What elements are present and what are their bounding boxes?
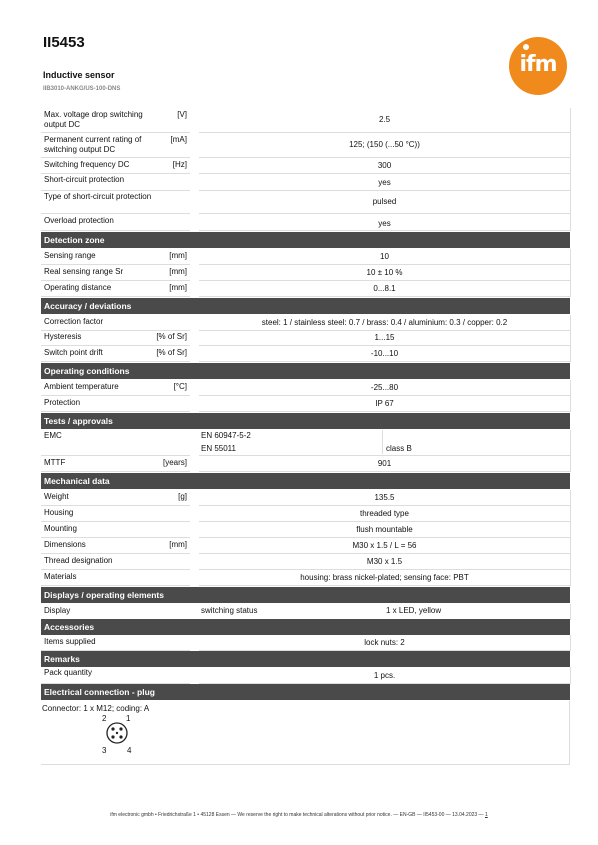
footer-text: ifm electronic gmbh • Friedrichstraße 1 • 45128 Essen — We reserve the right to make technical alterations without prior notice. — EN-GB — II5453-00 — 13.04.2023 — [110,812,484,818]
row-label: Housing [44,508,74,517]
display-function: switching status [201,606,258,615]
section-mechanical-data [41,473,570,489]
row-value: housing: brass nickel-plated; sensing face: PBT [300,573,469,582]
row-label: Items supplied [44,637,96,646]
emc-standard-2: EN 55011 [201,444,236,453]
row-value: 0...8.1 [373,284,396,293]
pin-2-label: 2 [102,714,107,723]
row-unit: [mA] [170,135,187,144]
row-mttf [41,456,570,471]
row-protection [41,396,570,411]
row-unit: [V] [177,110,187,119]
row-overload [41,214,570,230]
section-title: Detection zone [44,235,105,245]
row-label: Max. voltage drop switching output DC [44,110,143,129]
row-unit: [Hz] [172,160,187,169]
row-emc [41,430,570,455]
m12-pinout-diagram [105,721,129,745]
row-label: Short-circuit protection [44,175,125,184]
pin-4-label: 4 [127,746,132,755]
row-label: Materials [44,572,77,581]
row-items-supplied [41,635,570,650]
section-title: Mechanical data [44,476,110,486]
row-switch-point-drift [41,346,570,361]
row-value: 1...15 [374,333,395,342]
section-detection-zone [41,232,570,248]
row-mounting [41,522,570,537]
row-unit: [mm] [169,267,187,276]
row-value: 135.5 [374,493,395,502]
emc-class: class B [386,444,412,453]
row-unit: [% of Sr] [156,348,187,357]
pin-1-label: 1 [126,714,131,723]
row-label: Dimensions [44,540,86,549]
row-label: Switching frequency DC [44,160,130,169]
row-value: 10 [380,252,389,261]
row-value: M30 x 1.5 [366,557,403,566]
row-label: Display [44,606,71,615]
row-unit: [mm] [169,283,187,292]
ifm-logo [509,37,567,95]
row-label: MTTF [44,458,66,467]
article-number: IIB3010-ANKG/US-100-DNS [43,86,121,92]
row-value: 10 ± 10 % [366,268,403,277]
row-value: lock nuts: 2 [364,638,405,647]
row-label: Real sensing range Sr [44,267,124,276]
row-switching-frequency [41,158,570,173]
row-short-circuit [41,174,570,190]
row-pack-quantity [41,667,570,683]
row-label: Operating distance [44,283,112,292]
row-unit: [mm] [169,540,187,549]
section-remarks [41,651,570,667]
display-type: 1 x LED, yellow [386,606,442,615]
logo-dot [523,44,529,50]
row-materials [41,570,570,585]
row-value: yes [378,178,391,187]
row-label: Hysteresis [44,332,82,341]
section-title: Displays / operating elements [44,590,164,600]
row-unit: [°C] [173,382,187,391]
row-unit: [g] [178,492,187,501]
section-displays [41,587,570,603]
row-value: -10...10 [370,349,399,358]
datasheet-table [41,108,570,764]
section-title: Accuracy / deviations [44,301,132,311]
row-value: 300 [377,161,392,170]
row-unit: [% of Sr] [156,332,187,341]
row-value: -25...80 [370,383,399,392]
row-correction-factor [41,315,570,330]
row-value: threaded type [360,509,409,518]
row-value: IP 67 [375,399,394,408]
row-hysteresis [41,330,570,345]
section-electrical-connection [41,684,570,700]
row-value: 125; (150 (...50 °C)) [349,140,420,149]
row-label: Correction factor [44,317,104,326]
row-value: flush mountable [356,525,413,534]
row-label: Permanent current rating of switching output DC [44,135,142,154]
row-value: 2.5 [378,115,391,124]
connector-description: Connector: 1 x M12; coding: A [42,704,150,713]
row-label: Protection [44,398,81,407]
row-value: pulsed [372,197,397,206]
row-operating-distance [41,281,570,296]
row-thread-designation [41,554,570,569]
row-value: M30 x 1.5 / L = 56 [352,541,417,550]
product-code: II5453 [43,34,85,51]
row-label: Ambient temperature [44,382,119,391]
row-label: Mounting [44,524,77,533]
emc-divider [382,430,383,454]
row-label: Switch point drift [44,348,103,357]
row-sensing-range [41,249,570,264]
section-title: Accessories [44,622,95,632]
row-value: steel: 1 / stainless steel: 0.7 / brass: 0.4 / aluminium: 0.3 / copper: 0.2 [261,318,508,327]
section-title: Tests / approvals [44,416,113,426]
row-label: Pack quantity [44,668,93,677]
section-title: Remarks [44,654,80,664]
pin-3-label: 3 [102,746,107,755]
section-tests-approvals [41,413,570,429]
section-operating-conditions [41,363,570,379]
section-title: Operating conditions [44,366,130,376]
row-display [41,604,570,619]
row-voltage-drop [41,108,570,132]
product-type: Inductive sensor [43,70,115,80]
row-value: 901 [377,459,392,468]
row-ambient-temperature [41,380,570,395]
row-dimensions [41,538,570,553]
row-value: yes [378,219,391,228]
row-value: 1 pcs. [373,671,396,680]
logo-text: ifm [519,52,557,77]
emc-standard-1: EN 60947-5-2 [201,431,251,440]
row-real-sensing-range [41,265,570,280]
row-label: Weight [44,492,69,501]
row-unit: [mm] [169,251,187,260]
row-label: Overload protection [44,216,114,225]
page-number: 1 [484,812,488,818]
row-housing [41,506,570,521]
row-label: Type of short-circuit protection [44,192,152,201]
row-label: Sensing range [44,251,96,260]
row-unit: [years] [162,458,187,467]
page-footer [0,812,598,818]
row-current-rating [41,133,570,157]
section-accuracy [41,298,570,314]
row-short-circuit-type [41,191,570,213]
row-label: EMC [44,431,62,440]
row-connector [41,701,570,765]
row-label: Thread designation [44,556,113,565]
section-title: Electrical connection - plug [44,687,155,697]
row-weight [41,490,570,505]
section-accessories [41,619,570,635]
